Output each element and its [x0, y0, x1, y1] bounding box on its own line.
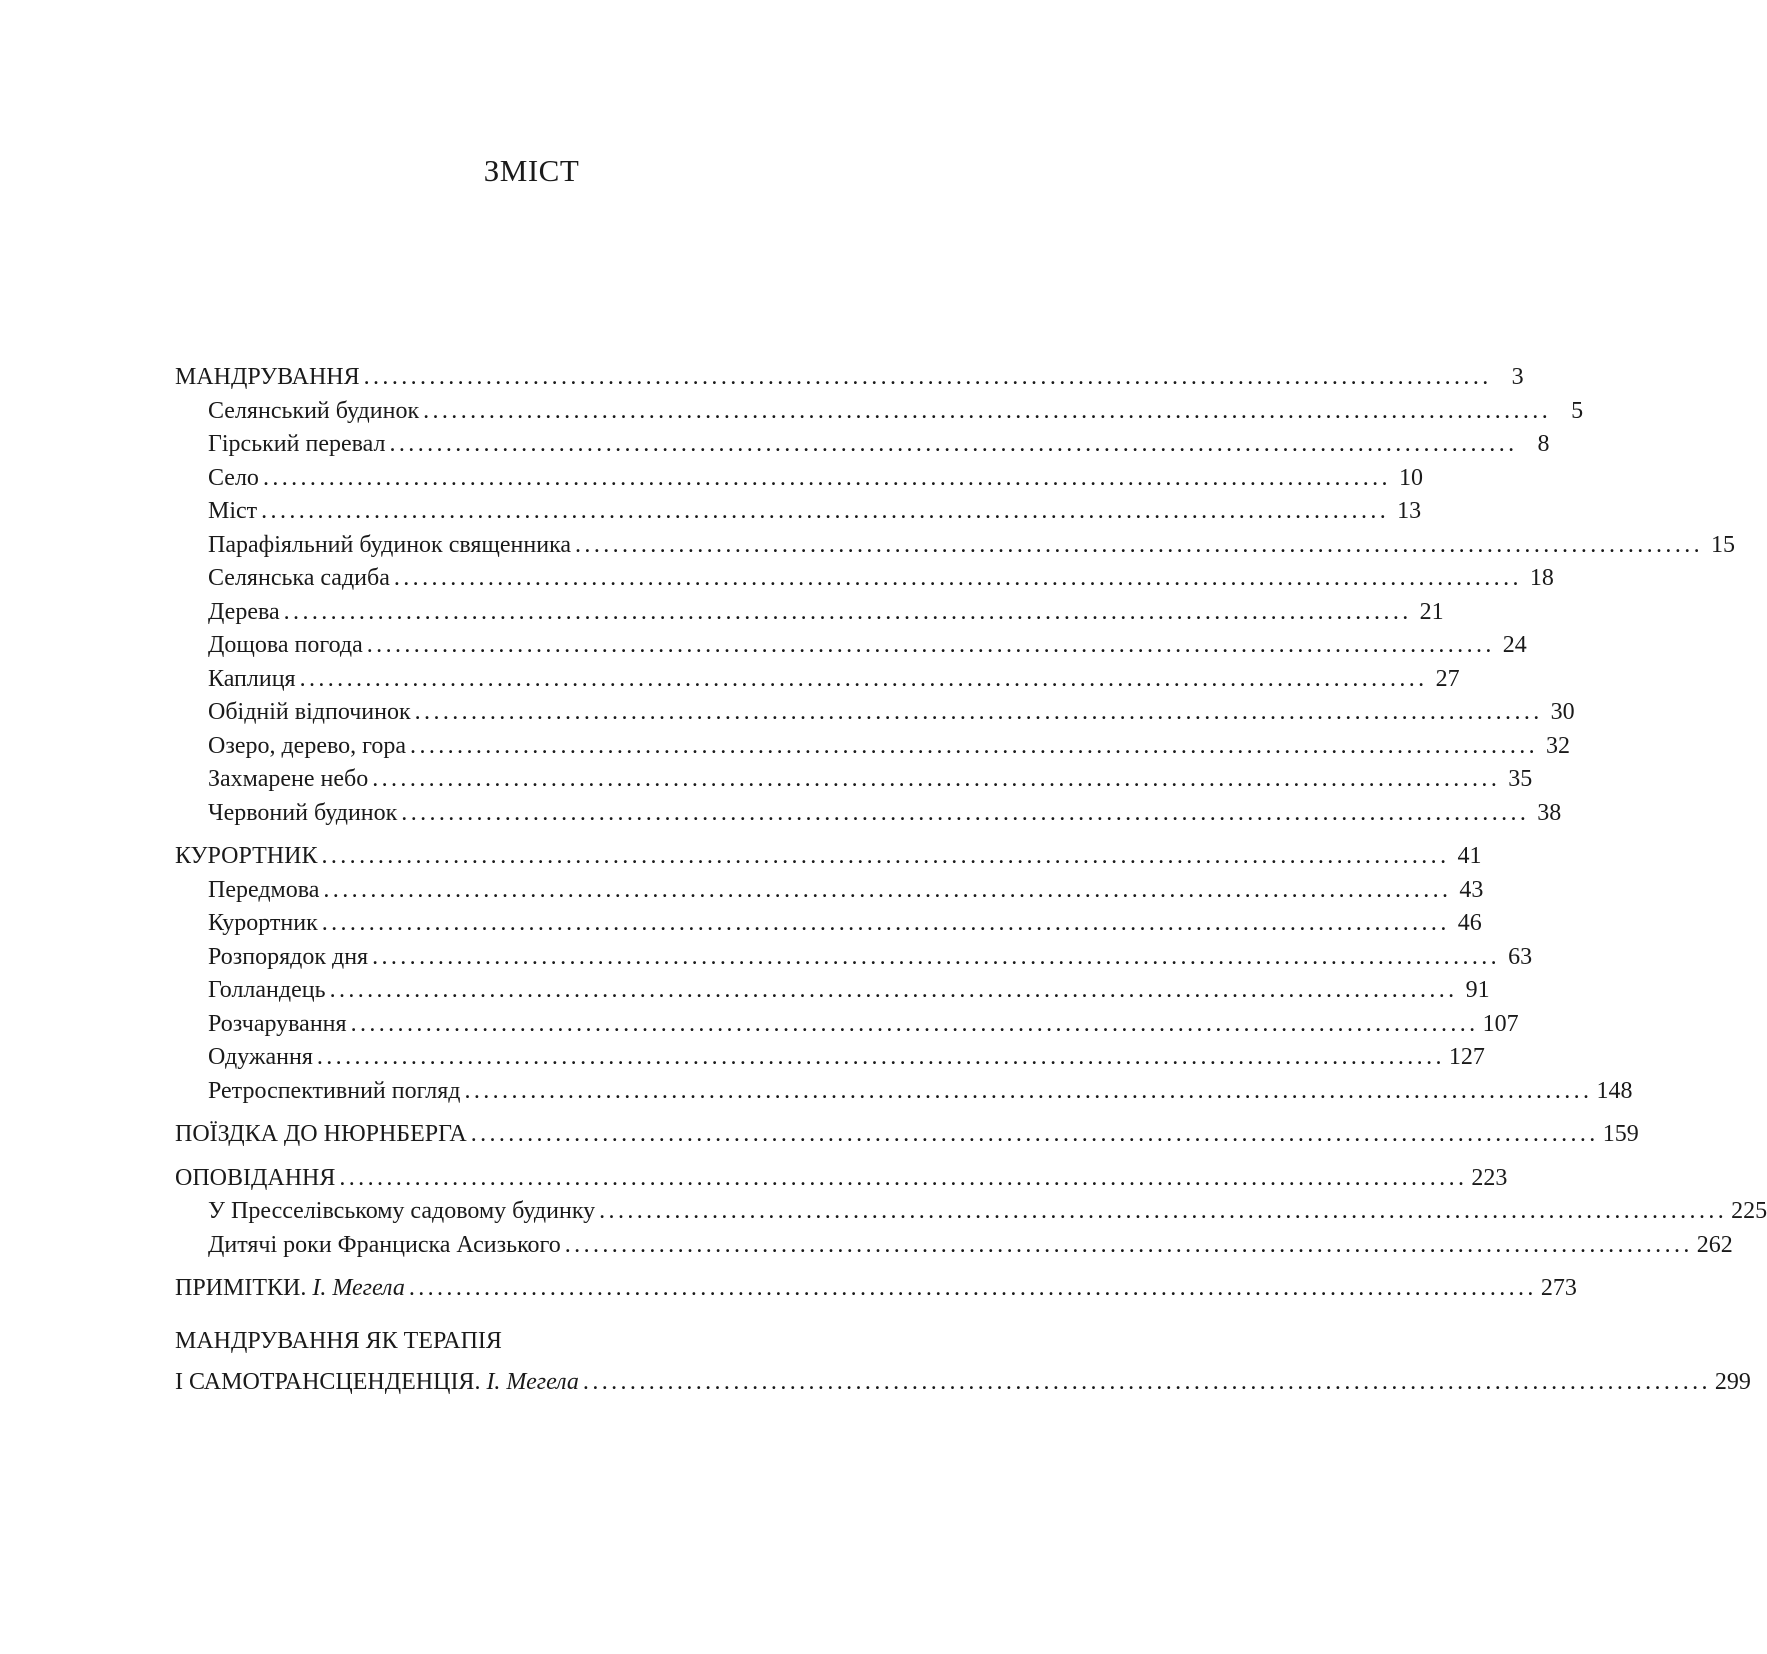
toc-entry-page: 91	[1465, 977, 1490, 1003]
toc-entry-row[interactable]	[175, 974, 1490, 1008]
toc-entry-page: 5	[1571, 397, 1584, 424]
toc-entry-title: ОПОВІДАННЯ	[175, 1164, 336, 1191]
toc-entry-row[interactable]	[175, 941, 1533, 975]
toc-entry-row[interactable]	[175, 495, 1422, 529]
toc-entry-title: Дощова погода	[208, 632, 363, 658]
toc-section-row[interactable]	[175, 1162, 1508, 1196]
toc-entry-page: 8	[1537, 431, 1550, 457]
toc-section-row[interactable]	[175, 361, 1524, 395]
dot-leader: ........................................................................................................................	[414, 699, 1543, 725]
toc-section	[175, 361, 1736, 830]
toc-entry-title: Одужання	[208, 1044, 313, 1070]
dot-leader: ........................................................................................................................	[423, 397, 1552, 424]
toc-entry-row[interactable]	[175, 1041, 1485, 1075]
toc-afterword-label: І САМОТРАНСЦЕНДЕНЦІЯ.	[175, 1368, 481, 1395]
dot-leader: ........................................................................................................................	[389, 431, 1518, 457]
toc-entry-title: Селянська садиба	[208, 565, 390, 591]
dot-leader: ........................................................................................................................	[261, 498, 1390, 524]
dot-leader: ........................................................................................................................	[323, 876, 1452, 903]
dot-leader: ........................................................................................................................	[321, 843, 1450, 869]
dot-leader: ........................................................................................................................	[372, 943, 1501, 970]
toc-section-row[interactable]	[175, 1118, 1639, 1152]
toc-entry-title: Дерева	[208, 598, 280, 625]
toc-entry-page: 41	[1457, 843, 1482, 869]
toc-notes-title	[175, 1272, 405, 1306]
toc-entry-title: Ретроспективний погляд	[208, 1077, 461, 1104]
toc-notes-label: ПРИМІТКИ.	[175, 1275, 307, 1301]
toc-entry-page: 18	[1529, 565, 1554, 591]
toc-entry-page: 262	[1696, 1231, 1733, 1258]
dot-leader: ........................................................................................................................	[329, 977, 1458, 1003]
toc-afterword-page: 299	[1714, 1368, 1751, 1395]
dot-leader: ........................................................................................................................	[470, 1121, 1599, 1147]
dot-leader: ........................................................................................................................	[464, 1077, 1593, 1104]
toc-sections	[175, 361, 1767, 1262]
dot-leader: ........................................................................................................................	[283, 598, 1412, 625]
toc-afterword-author: І. Мегела	[486, 1368, 579, 1395]
dot-leader: ........................................................................................................................	[262, 464, 1391, 491]
toc-entry-page: 30	[1550, 699, 1575, 725]
toc-entry-title: Обідній відпочинок	[208, 699, 411, 725]
toc-section	[175, 840, 1633, 1108]
toc-entry-title: Село	[208, 464, 259, 491]
dot-leader: ........................................................................................................................	[410, 732, 1539, 759]
toc-entry-page: 15	[1711, 531, 1736, 558]
toc-row-notes[interactable]	[175, 1272, 1577, 1306]
dot-leader: ........................................................................................................................	[350, 1010, 1479, 1037]
dot-leader: ........................................................................................................................	[393, 565, 1522, 591]
toc-notes-author: І. Мегела	[312, 1275, 405, 1301]
toc-section-notes	[175, 1272, 1577, 1306]
toc-entry-page: 10	[1398, 464, 1423, 491]
toc-entry-title: Розчарування	[208, 1010, 347, 1037]
dot-leader: ........................................................................................................................	[321, 910, 1450, 936]
toc-entry-title: У Пресселівському садовому будинку	[208, 1198, 596, 1224]
toc-section-row[interactable]	[175, 840, 1482, 874]
dot-leader: ........................................................................................................................	[582, 1368, 1711, 1395]
toc-section	[175, 1162, 1767, 1263]
dot-leader: ........................................................................................................................	[316, 1044, 1445, 1070]
toc-entry-title: Парафіяльний будинок священника	[208, 531, 572, 558]
page-title: ЗМІСТ	[483, 152, 580, 188]
toc-entry-row[interactable]	[175, 763, 1533, 797]
toc-entry-title: Захмарене небо	[208, 766, 369, 792]
toc-entry-row[interactable]	[175, 730, 1571, 764]
toc-section	[175, 1118, 1639, 1152]
toc-entry-page: 35	[1508, 766, 1533, 792]
toc-entry-title: Курортник	[208, 910, 318, 936]
toc-entry-page: 148	[1596, 1077, 1633, 1104]
dot-leader: ........................................................................................................................	[363, 364, 1492, 390]
toc-entry-title: Озеро, дерево, гора	[208, 732, 407, 759]
toc-entry-page: 159	[1602, 1121, 1639, 1147]
toc-entry-title: Гірський перевал	[208, 431, 386, 457]
toc-entry-page: 27	[1435, 665, 1460, 692]
toc-entry-page: 13	[1397, 498, 1422, 524]
toc-entry-page: 225	[1731, 1198, 1767, 1224]
toc-entry-row[interactable]	[175, 663, 1460, 697]
dot-leader: ........................................................................................................................	[575, 531, 1704, 558]
toc-entry-page: 127	[1448, 1044, 1485, 1070]
toc-entry-page: 223	[1471, 1164, 1508, 1191]
toc-entry-title: МАНДРУВАННЯ	[175, 364, 360, 390]
toc-entry-row[interactable]	[175, 696, 1575, 730]
toc-entry-title: Дитячі роки Франциска Асизького	[208, 1231, 561, 1258]
table-of-contents	[175, 361, 1767, 1409]
toc-entry-page: 3	[1511, 364, 1524, 390]
toc-entry-row[interactable]	[175, 1195, 1767, 1229]
toc-entry-page: 32	[1546, 732, 1571, 759]
toc-entry-page: 107	[1482, 1010, 1519, 1037]
toc-entry-title: Каплиця	[208, 665, 296, 692]
toc-entry-row[interactable]	[175, 907, 1482, 941]
toc-entry-row[interactable]	[175, 1229, 1733, 1263]
toc-entry-row[interactable]	[175, 395, 1584, 429]
toc-entry-page: 43	[1459, 876, 1484, 903]
dot-leader: ........................................................................................................................	[599, 1198, 1728, 1224]
toc-entry-row[interactable]	[175, 596, 1444, 630]
dot-leader: ........................................................................................................................	[408, 1275, 1537, 1301]
toc-section-afterword	[175, 1316, 1751, 1400]
toc-entry-page: 24	[1502, 632, 1527, 658]
toc-entry-page: 63	[1508, 943, 1533, 970]
toc-entry-title: Голландець	[208, 977, 326, 1003]
toc-entry-title: Передмова	[208, 876, 320, 903]
toc-entry-page: 21	[1419, 598, 1444, 625]
dot-leader: ........................................................................................................................	[564, 1231, 1693, 1258]
toc-entry-row[interactable]	[175, 629, 1527, 663]
toc-entry-row[interactable]	[175, 874, 1484, 908]
toc-afterword-title-line1: МАНДРУВАННЯ ЯК ТЕРАПІЯ	[175, 1327, 502, 1354]
toc-notes-page: 273	[1540, 1275, 1577, 1301]
toc-entry-row[interactable]	[175, 529, 1736, 563]
toc-entry-row[interactable]	[175, 428, 1550, 462]
toc-entry-title: Розпорядок дня	[208, 943, 369, 970]
toc-entry-title: Червоний будинок	[208, 799, 398, 826]
toc-entry-page: 46	[1457, 910, 1482, 936]
dot-leader: ........................................................................................................................	[299, 665, 1428, 692]
dot-leader: ........................................................................................................................	[372, 766, 1501, 792]
toc-row-afterword-line1[interactable]	[175, 1316, 820, 1366]
dot-leader: ........................................................................................................................	[339, 1164, 1468, 1191]
toc-entry-row[interactable]	[175, 1008, 1519, 1042]
toc-entry-title: Селянський будинок	[208, 397, 420, 424]
toc-entry-row[interactable]	[175, 462, 1423, 496]
toc-entry-row[interactable]	[175, 562, 1554, 596]
toc-entry-title: КУРОРТНИК	[175, 843, 318, 869]
toc-entry-page: 38	[1537, 799, 1562, 826]
dot-leader: ........................................................................................................................	[366, 632, 1495, 658]
dot-leader: ........................................................................................................................	[401, 799, 1530, 826]
toc-row-afterword-line2[interactable]	[175, 1366, 1751, 1400]
toc-entry-title: Міст	[208, 498, 258, 524]
toc-afterword-title-line2	[175, 1366, 579, 1400]
toc-entry-row[interactable]	[175, 797, 1562, 831]
toc-entry-title: ПОЇЗДКА ДО НЮРНБЕРГА	[175, 1121, 467, 1147]
toc-entry-row[interactable]	[175, 1075, 1633, 1109]
